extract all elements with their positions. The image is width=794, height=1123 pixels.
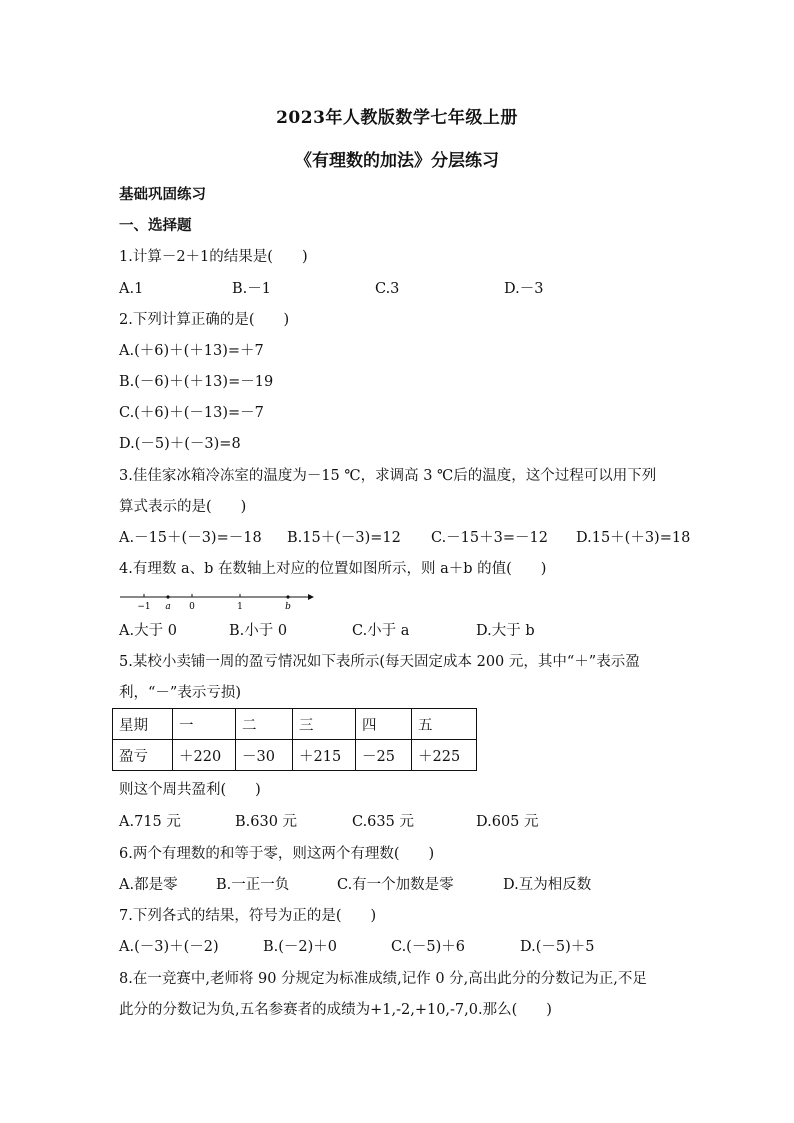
question-6-stem: 6.两个有理数的和等于零，则这两个有理数( ) [119,846,435,862]
question-3-option-c: C.－15＋3=－12 [431,530,548,546]
question-5-option-c: C.635 元 [352,814,414,830]
table-header-cell: 星期 [113,709,173,740]
table-row [113,740,477,771]
table-cell: ＋225 [412,740,477,771]
question-3-stem-line-1: 3.佳佳家冰箱冷冻室的温度为－15 ℃，求调高 3 ℃后的温度，这个过程可以用下列 [119,468,657,484]
page-subtitle: 《有理数的加法》分层练习 [295,151,499,171]
question-5-after: 则这个周共盈利( ) [119,782,261,798]
table-cell: ＋215 [293,740,356,771]
profit-table [112,708,477,771]
question-8-stem-line-1: 8.在一竞赛中,老师将 90 分规定为标准成绩,记作 0 分,高出此分的分数记为正,不足 [119,971,647,987]
question-4-stem: 4.有理数 a、b 在数轴上对应的位置如图所示，则 a＋b 的值( ) [119,561,547,577]
table-cell: －25 [356,740,412,771]
question-7-stem: 7.下列各式的结果，符号为正的是( ) [119,908,377,924]
question-4-option-c: C.小于 a [352,623,410,639]
question-5-stem-line-2: 利，“－”表示亏损) [119,685,241,701]
question-3-option-a: A.－15＋(－3)=－18 [119,530,262,546]
table-header-cell: 五 [412,709,477,740]
question-1-stem: 1.计算－2＋1的结果是( ) [119,249,308,265]
question-1-option-c: C.3 [375,281,400,297]
number-line-point-a [166,595,169,598]
question-4-option-a: A.大于 0 [119,623,177,639]
number-line-label: 1 [237,602,243,612]
question-2-option-b: B.(－6)＋(＋13)=－19 [119,374,274,390]
question-2-stem: 2.下列计算正确的是( ) [119,312,290,328]
question-5-option-d: D.605 元 [476,814,539,830]
question-5-option-a: A.715 元 [119,814,181,830]
table-header-cell: 四 [356,709,412,740]
question-8-stem-line-2: 此分的分数记为负,五名参赛者的成绩为+1,-2,+10,-7,0.那么( ) [119,1002,552,1018]
question-3-option-b: B.15＋(－3)=12 [287,530,401,546]
table-header-cell: 一 [173,709,236,740]
question-1-option-a: A.1 [119,281,144,297]
number-line-label: a [165,602,171,612]
question-7-option-c: C.(－5)＋6 [391,939,465,955]
question-5-stem-line-1: 5.某校小卖铺一周的盈亏情况如下表所示(每天固定成本 200 元，其中“＋”表示盈 [119,654,640,670]
question-7-option-b: B.(－2)＋0 [263,939,338,955]
question-7-option-a: A.(－3)＋(－2) [119,939,219,955]
question-3-option-d: D.15＋(＋3)=18 [576,530,691,546]
table-cell: ＋220 [173,740,236,771]
part-heading: 一、选择题 [119,217,192,234]
question-6-option-a: A.都是零 [119,877,178,893]
page-title: 2023年人教版数学七年级上册 [276,108,518,128]
question-4-option-d: D.大于 b [476,623,535,639]
question-6-option-b: B.一正一负 [216,877,290,893]
number-line-label: 0 [189,602,195,612]
question-5-option-b: B.630 元 [235,814,298,830]
number-line-label: b [285,602,291,612]
section-heading: 基础巩固练习 [119,186,206,203]
question-2-option-c: C.(＋6)＋(－13)=－7 [119,405,264,421]
question-2-option-d: D.(－5)＋(－3)=8 [119,436,241,452]
number-line-point-b [286,595,289,598]
number-line-label: −1 [137,602,151,612]
question-1-option-b: B.－1 [232,281,271,297]
table-cell: 盈亏 [113,740,173,771]
table-header-cell: 二 [236,709,293,740]
question-3-stem-line-2: 算式表示的是( ) [119,499,247,515]
question-2-option-a: A.(＋6)＋(＋13)=＋7 [119,343,264,359]
question-1-option-d: D.－3 [504,281,544,297]
question-6-option-d: D.互为相反数 [503,877,592,893]
question-6-option-c: C.有一个加数是零 [337,877,454,893]
question-7-option-d: D.(－5)＋5 [520,939,595,955]
number-line-figure [118,588,318,612]
table-header-cell: 三 [293,709,356,740]
table-cell: －30 [236,740,293,771]
question-4-option-b: B.小于 0 [229,623,288,639]
table-header-row [113,709,477,740]
number-line-axis [120,594,314,600]
